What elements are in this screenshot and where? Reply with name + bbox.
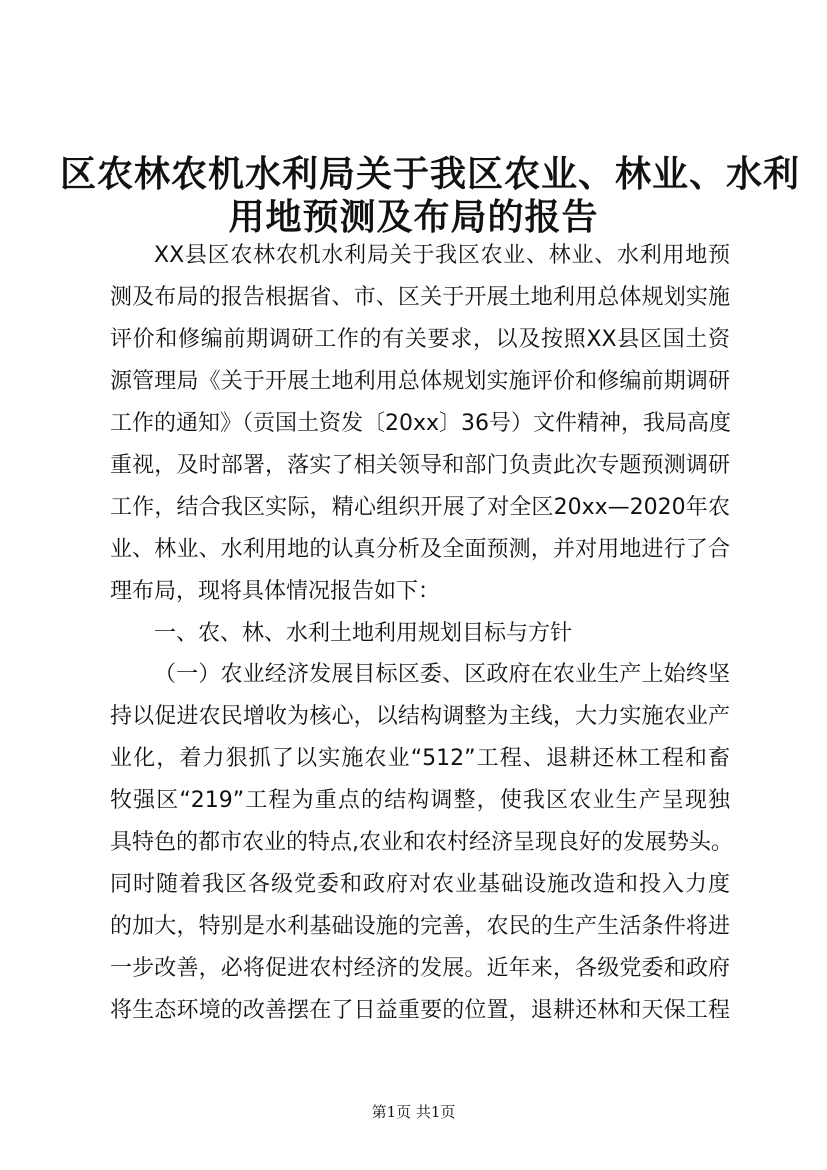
body-line: 重视，及时部署，落实了相关领导和部门负责此次专题预测调研 [110,453,730,478]
body-line: 牧强区“219”工程为重点的结构调整，使我区农业生产呈现独 [110,788,730,813]
body-line: 业化，着力狠抓了以实施农业“512”工程、退耕还林工程和畜 [110,746,730,771]
body-line: 一步改善，必将促进农村经济的发展。近年来，各级党委和政府 [110,956,730,981]
body-line: 测及布局的报告根据省、市、区关于开展土地利用总体规划实施 [110,285,730,310]
body-line: 持以促进农民增收为核心，以结构调整为主线，大力实施农业产 [110,704,730,729]
document-title-line-1: 区农林农机水利局关于我区农业、林业、水利 [60,153,801,195]
body-line: （一）农业经济发展目标区委、区政府在农业生产上始终坚 [154,662,730,687]
body-line: 同时随着我区各级党委和政府对农业基础设施改造和投入力度 [110,872,730,897]
body-line: XX县区农林农机水利局关于我区农业、林业、水利用地预 [154,243,730,268]
body-line: 业、林业、水利用地的认真分析及全面预测，并对用地进行了合 [110,537,730,562]
body-line: 评价和修编前期调研工作的有关要求，以及按照XX县区国土资 [110,327,730,352]
document-title-line-2: 用地预测及布局的报告 [228,196,599,238]
body-line: 源管理局《关于开展土地利用总体规划实施评价和修编前期调研 [110,369,730,394]
section-heading: 一、农、林、水利土地利用规划目标与方针 [154,621,573,646]
body-line: 工作的通知》（贡国土资发〔20xx〕36号）文件精神，我局高度 [110,411,732,436]
body-line: 工作，结合我区实际，精心组织开展了对全区20xx—2020年农 [110,495,730,520]
body-line: 的加大，特别是水利基础设施的完善，农民的生产生活条件将进 [110,914,730,939]
body-line: 具特色的都市农业的特点,农业和农村经济呈现良好的发展势头。 [110,830,733,855]
body-line: 将生态环境的改善摆在了日益重要的位置，退耕还林和天保工程 [110,998,730,1023]
body-line: 理布局，现将具体情况报告如下： [110,579,441,604]
page-number: 第1页 共1页 [371,1103,456,1121]
